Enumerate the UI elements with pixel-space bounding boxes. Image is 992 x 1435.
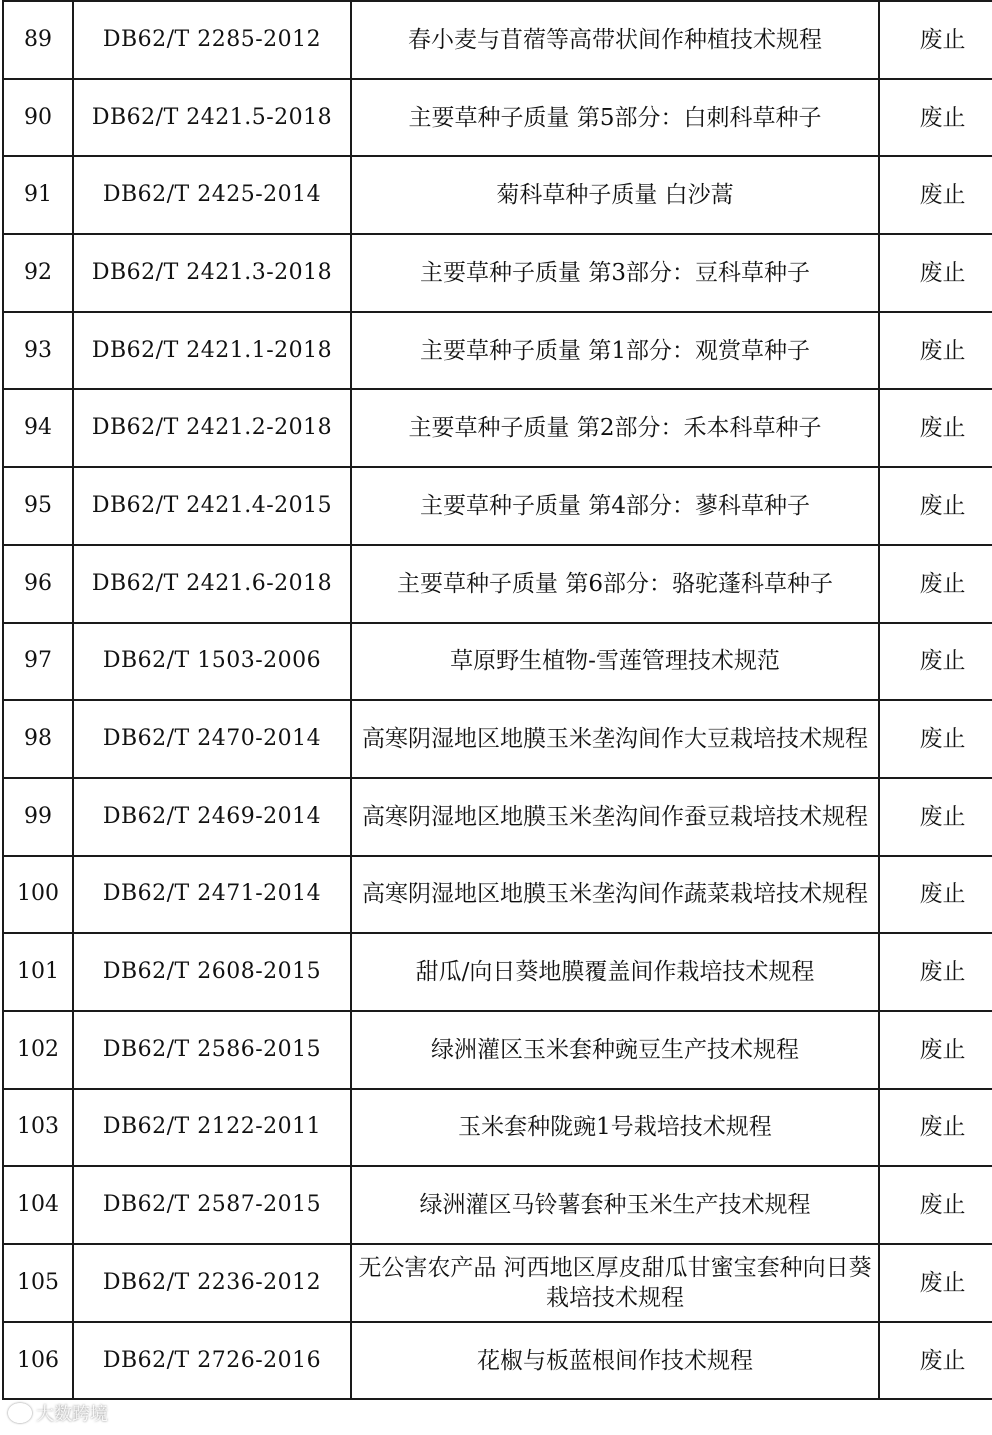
row-number: 89 xyxy=(3,1,73,79)
standard-status: 废止 xyxy=(879,856,992,934)
row-number: 99 xyxy=(3,778,73,856)
standard-name: 草原野生植物-雪莲管理技术规范 xyxy=(351,623,879,701)
standard-status: 废止 xyxy=(879,1011,992,1089)
table-row xyxy=(3,312,992,390)
row-number: 98 xyxy=(3,700,73,778)
row-number: 102 xyxy=(3,1011,73,1089)
standard-status: 废止 xyxy=(879,933,992,1011)
standard-name: 绿洲灌区马铃薯套种玉米生产技术规程 xyxy=(351,1166,879,1244)
standard-code: DB62/T 2587-2015 xyxy=(73,1166,351,1244)
table-row xyxy=(3,933,992,1011)
row-number: 91 xyxy=(3,156,73,234)
standard-name: 绿洲灌区玉米套种豌豆生产技术规程 xyxy=(351,1011,879,1089)
table-row xyxy=(3,389,992,467)
table-row xyxy=(3,1,992,79)
table-row xyxy=(3,1011,992,1089)
table-row xyxy=(3,1166,992,1244)
row-number: 95 xyxy=(3,467,73,545)
standard-status: 废止 xyxy=(879,79,992,157)
standard-status: 废止 xyxy=(879,234,992,312)
row-number: 90 xyxy=(3,79,73,157)
standard-code: DB62/T 2421.1-2018 xyxy=(73,312,351,390)
standard-code: DB62/T 1503-2006 xyxy=(73,623,351,701)
standard-code: DB62/T 2122-2011 xyxy=(73,1089,351,1167)
standard-code: DB62/T 2469-2014 xyxy=(73,778,351,856)
standard-code: DB62/T 2726-2016 xyxy=(73,1322,351,1400)
standard-status: 废止 xyxy=(879,545,992,623)
standard-status: 废止 xyxy=(879,1,992,79)
row-number: 97 xyxy=(3,623,73,701)
standard-status: 废止 xyxy=(879,1166,992,1244)
weibo-logo-icon xyxy=(8,1403,32,1423)
standard-code: DB62/T 2421.2-2018 xyxy=(73,389,351,467)
row-number: 94 xyxy=(3,389,73,467)
standard-code: DB62/T 2421.4-2015 xyxy=(73,467,351,545)
standard-status: 废止 xyxy=(879,1322,992,1400)
row-number: 93 xyxy=(3,312,73,390)
table-row xyxy=(3,1244,992,1322)
standard-code: DB62/T 2421.5-2018 xyxy=(73,79,351,157)
standard-status: 废止 xyxy=(879,623,992,701)
row-number: 104 xyxy=(3,1166,73,1244)
standards-table-body xyxy=(3,1,992,1399)
standard-code: DB62/T 2586-2015 xyxy=(73,1011,351,1089)
standard-name: 主要草种子质量 第1部分：观赏草种子 xyxy=(351,312,879,390)
standard-code: DB62/T 2285-2012 xyxy=(73,1,351,79)
standard-name: 玉米套种陇豌1号栽培技术规程 xyxy=(351,1089,879,1167)
table-row xyxy=(3,545,992,623)
standard-name: 花椒与板蓝根间作技术规程 xyxy=(351,1322,879,1400)
row-number: 92 xyxy=(3,234,73,312)
standard-status: 废止 xyxy=(879,778,992,856)
standard-status: 废止 xyxy=(879,1089,992,1167)
standard-code: DB62/T 2421.6-2018 xyxy=(73,545,351,623)
row-number: 103 xyxy=(3,1089,73,1167)
standard-name: 主要草种子质量 第5部分：白刺科草种子 xyxy=(351,79,879,157)
standard-name: 主要草种子质量 第6部分：骆驼蓬科草种子 xyxy=(351,545,879,623)
watermark xyxy=(8,1400,108,1426)
table-row xyxy=(3,79,992,157)
standard-name: 菊科草种子质量 白沙蒿 xyxy=(351,156,879,234)
table-row xyxy=(3,1322,992,1400)
row-number: 106 xyxy=(3,1322,73,1400)
standard-status: 废止 xyxy=(879,312,992,390)
table-row xyxy=(3,700,992,778)
standard-code: DB62/T 2236-2012 xyxy=(73,1244,351,1322)
standard-code: DB62/T 2608-2015 xyxy=(73,933,351,1011)
standard-name: 主要草种子质量 第2部分：禾本科草种子 xyxy=(351,389,879,467)
standard-status: 废止 xyxy=(879,700,992,778)
standard-status: 废止 xyxy=(879,156,992,234)
table-row xyxy=(3,778,992,856)
table-row xyxy=(3,856,992,934)
row-number: 105 xyxy=(3,1244,73,1322)
standard-code: DB62/T 2421.3-2018 xyxy=(73,234,351,312)
standard-name: 高寒阴湿地区地膜玉米垄沟间作蔬菜栽培技术规程 xyxy=(351,856,879,934)
standard-name: 无公害农产品 河西地区厚皮甜瓜甘蜜宝套种向日葵栽培技术规程 xyxy=(351,1244,879,1322)
standard-name: 高寒阴湿地区地膜玉米垄沟间作大豆栽培技术规程 xyxy=(351,700,879,778)
row-number: 100 xyxy=(3,856,73,934)
standard-name: 主要草种子质量 第3部分：豆科草种子 xyxy=(351,234,879,312)
table-row xyxy=(3,1089,992,1167)
standard-status: 废止 xyxy=(879,389,992,467)
standard-name: 甜瓜/向日葵地膜覆盖间作栽培技术规程 xyxy=(351,933,879,1011)
table-row xyxy=(3,623,992,701)
table-row xyxy=(3,234,992,312)
standard-name: 主要草种子质量 第4部分：蓼科草种子 xyxy=(351,467,879,545)
standard-name: 春小麦与苜蓿等高带状间作种植技术规程 xyxy=(351,1,879,79)
standard-code: DB62/T 2471-2014 xyxy=(73,856,351,934)
standard-name: 高寒阴湿地区地膜玉米垄沟间作蚕豆栽培技术规程 xyxy=(351,778,879,856)
row-number: 101 xyxy=(3,933,73,1011)
standard-code: DB62/T 2470-2014 xyxy=(73,700,351,778)
row-number: 96 xyxy=(3,545,73,623)
table-row xyxy=(3,156,992,234)
standard-status: 废止 xyxy=(879,1244,992,1322)
watermark-text: 大数跨境 xyxy=(36,1404,108,1425)
standard-code: DB62/T 2425-2014 xyxy=(73,156,351,234)
standards-table xyxy=(2,0,992,1400)
table-row xyxy=(3,467,992,545)
standard-status: 废止 xyxy=(879,467,992,545)
